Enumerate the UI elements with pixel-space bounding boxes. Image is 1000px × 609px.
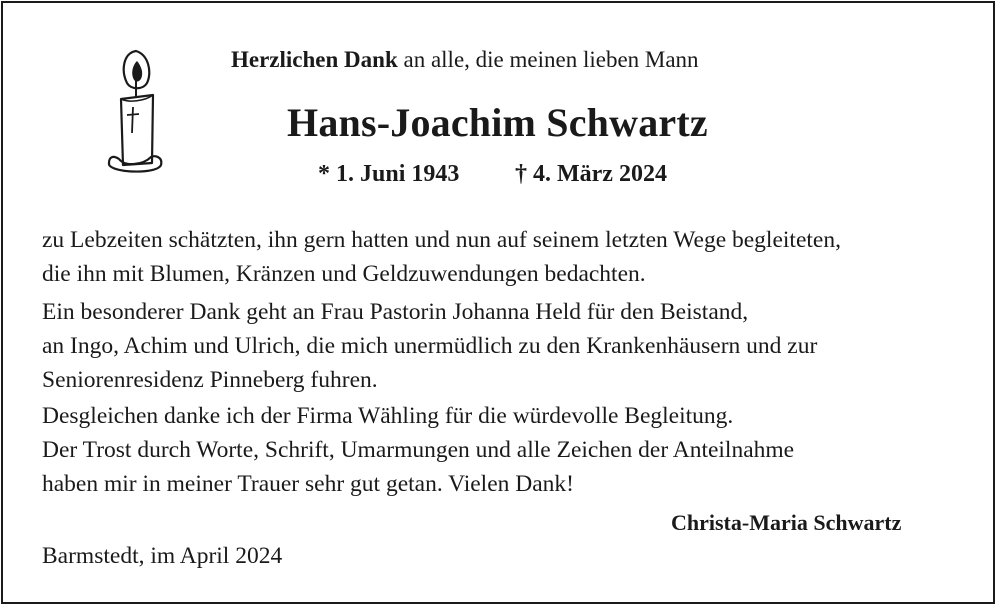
thanks-intro-rest: an alle, die meinen lieben Mann [397,47,699,72]
thanks-intro-bold: Herzlichen Dank [231,47,398,72]
paragraph-line: die ihn mit Blumen, Kränzen und Geldzuwendungen bedachten. [42,261,646,287]
signature: Christa-Maria Schwartz [671,510,902,535]
paragraph-1 [42,223,841,291]
paragraph-line: Ein besonderer Dank geht an Frau Pastorin Johanna Held für den Beistand, [42,299,749,325]
paragraph-line: zu Lebzeiten schätzten, ihn gern hatten und nun auf seinem letzten Wege begleiteten, [42,227,841,253]
paragraph-line: Der Trost durch Worte, Schrift, Umarmungen und alle Zeichen der Anteilnahme [42,437,795,463]
paragraph-line: an Ingo, Achim und Ulrich, die mich unermüdlich zu den Krankenhäusern und zur [42,333,818,359]
paragraph-2 [42,295,817,397]
notice-frame [1,1,995,604]
paragraph-line: Desgleichen danke ich der Firma Wähling für die würdevolle Begleitung. [42,403,734,429]
paragraph-3 [42,399,794,501]
paragraph-line: haben mir in meiner Trauer sehr gut getan. Vielen Dank! [42,471,574,497]
death-date: † 4. März 2024 [515,161,667,187]
place-and-date: Barmstedt, im April 2024 [42,543,283,569]
birth-date: * 1. Juni 1943 [318,161,460,187]
paragraph-line: Seniorenresidenz Pinneberg fuhren. [42,367,378,393]
deceased-name: Hans-Joachim Schwartz [287,100,708,145]
candle-with-cross-icon [97,41,167,181]
